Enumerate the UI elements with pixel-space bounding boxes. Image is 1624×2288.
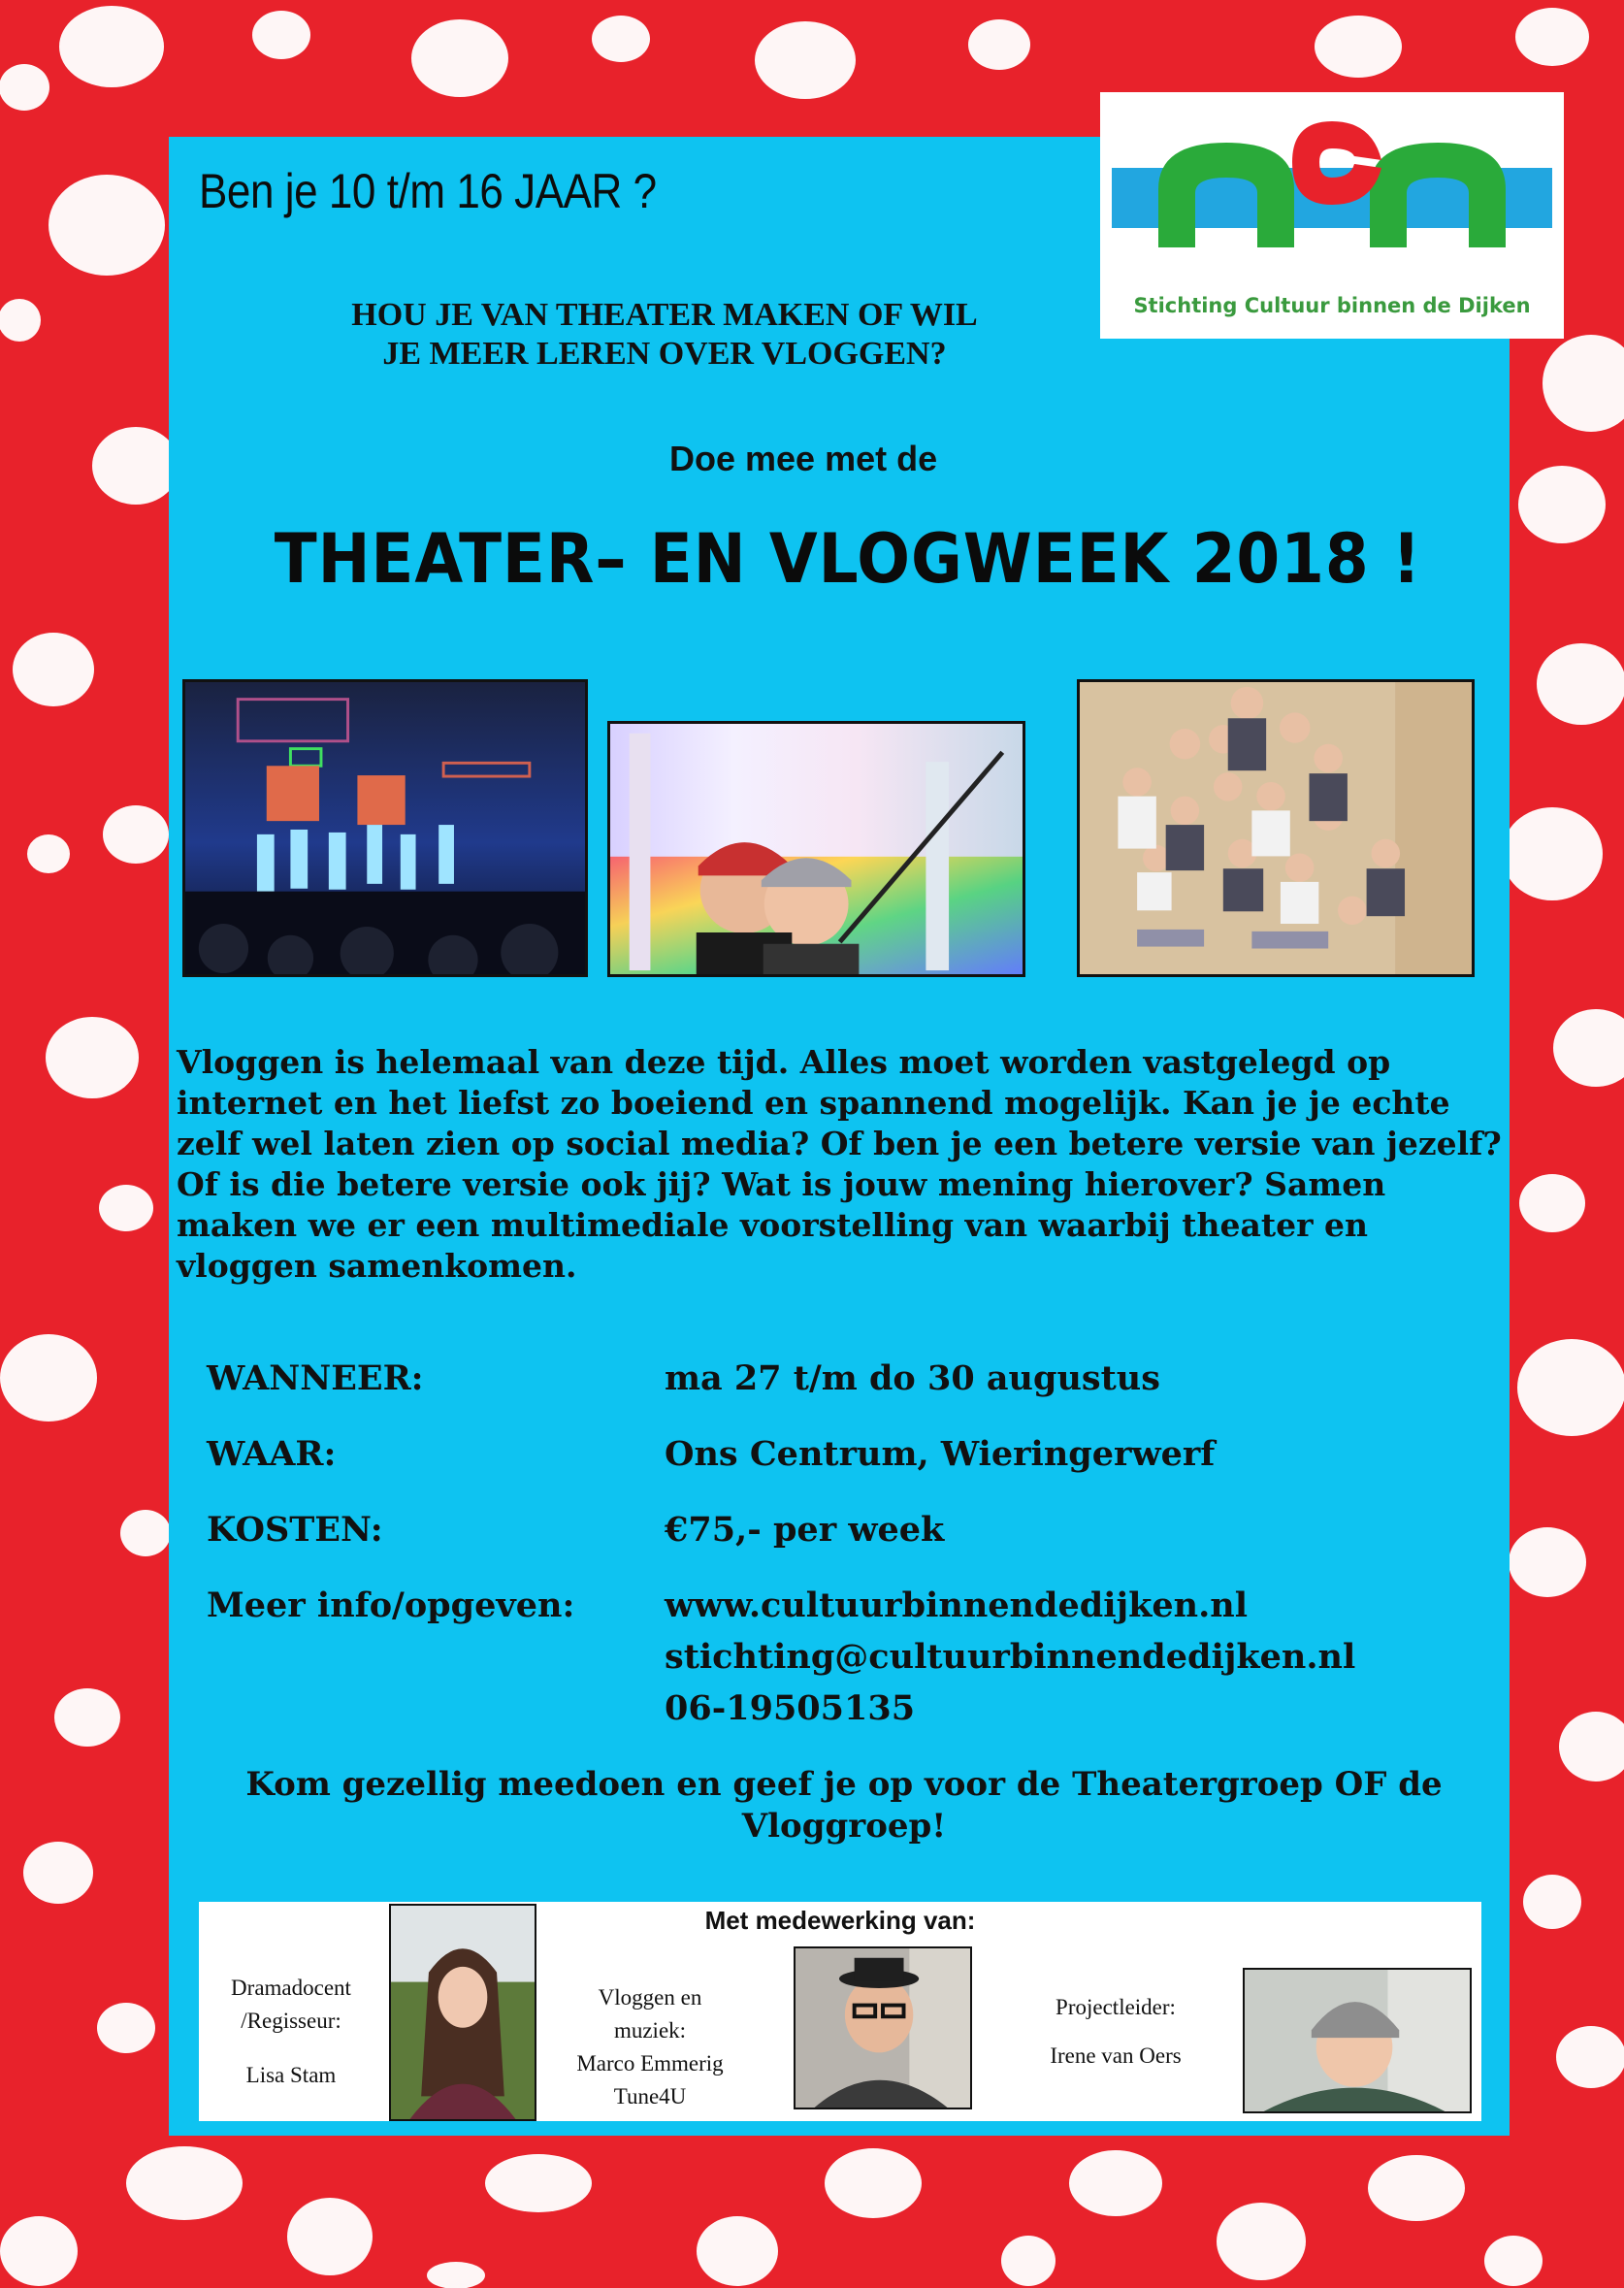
credit-vlog-company: Tune4U [613, 2084, 687, 2108]
where-label: WAAR: [207, 1434, 337, 1474]
portrait-irene-van-oers [1243, 1968, 1472, 2113]
intro-question-line-1: HOU JE VAN THEATER MAKEN OF WIL [351, 297, 978, 333]
when-label: WANNEER: [207, 1358, 424, 1398]
more-info-label: Meer info/opgeven: [207, 1585, 575, 1625]
intro-text: Doe mee met de [669, 439, 938, 478]
photo-vloggers-selfie [607, 721, 1025, 977]
cost-label: KOSTEN: [207, 1510, 383, 1550]
credits-box [199, 1902, 1481, 2121]
page-title: THEATER– EN VLOGWEEK 2018 ! [274, 519, 1422, 599]
call-to-action-line-2: Vloggroep! [741, 1807, 947, 1846]
credit-drama-role-2: /Regisseur: [241, 2009, 341, 2033]
logo [1100, 92, 1564, 339]
portrait-marco-emmerig [794, 1946, 972, 2109]
credit-drama-role-1: Dramadocent [231, 1976, 351, 2000]
photo-group [1077, 679, 1475, 977]
description-text: Vloggen is helemaal van deze tijd. Alles moet worden vastgelegd op internet en het liefst zo boeiend en spannend mogelijk. Kan je je echte zelf wel laten zien op social media? Of ben je een betere versie van jezelf? Of is die betere versie ook jij? Wat is jouw mening hierover? Samen maken we er een multimediale voorstelling van waarbij theater en vloggen samenkomen. [177, 1043, 1502, 1285]
website-link[interactable]: www.cultuurbinnendedijken.nl [665, 1585, 1249, 1625]
intro-question-line-2: JE MEER LEREN OVER VLOGGEN? [382, 336, 947, 372]
credit-drama [209, 1972, 374, 2092]
intro-question [223, 296, 1106, 374]
credit-vlog-role-2: muziek: [613, 2018, 687, 2043]
credit-project-role: Projectleider: [1056, 1995, 1176, 2019]
contact-details [665, 1580, 1355, 1734]
photo-theater-stage [182, 679, 588, 977]
call-to-action-line-1: Kom gezellig meedoen en geef je op voor de Theatergroep OF de [245, 1765, 1443, 1804]
phone-number: 06-19505135 [665, 1688, 916, 1728]
cost-value: €75,- per week [665, 1510, 945, 1550]
credit-project [1023, 1991, 1208, 2073]
portrait-lisa-stam [389, 1904, 536, 2121]
credit-vlog-name: Marco Emmerig [576, 2051, 724, 2076]
credit-vlog [568, 1981, 732, 2113]
cbd-logo-icon [1100, 92, 1564, 286]
credit-project-name: Irene van Oers [1050, 2043, 1182, 2068]
when-value: ma 27 t/m do 30 augustus [665, 1358, 1160, 1398]
credit-vlog-role-1: Vloggen en [598, 1985, 702, 2010]
age-question: Ben je 10 t/m 16 JAAR ? [199, 164, 657, 218]
email-link[interactable]: stichting@cultuurbinnendedijken.nl [665, 1637, 1356, 1677]
credit-drama-name: Lisa Stam [245, 2063, 337, 2087]
call-to-action [194, 1764, 1494, 1847]
credits-title: Met medewerking van: [704, 1906, 976, 1935]
where-value: Ons Centrum, Wieringerwerf [665, 1434, 1216, 1474]
logo-text: Stichting Cultuur binnen de Dijken [1133, 294, 1531, 317]
